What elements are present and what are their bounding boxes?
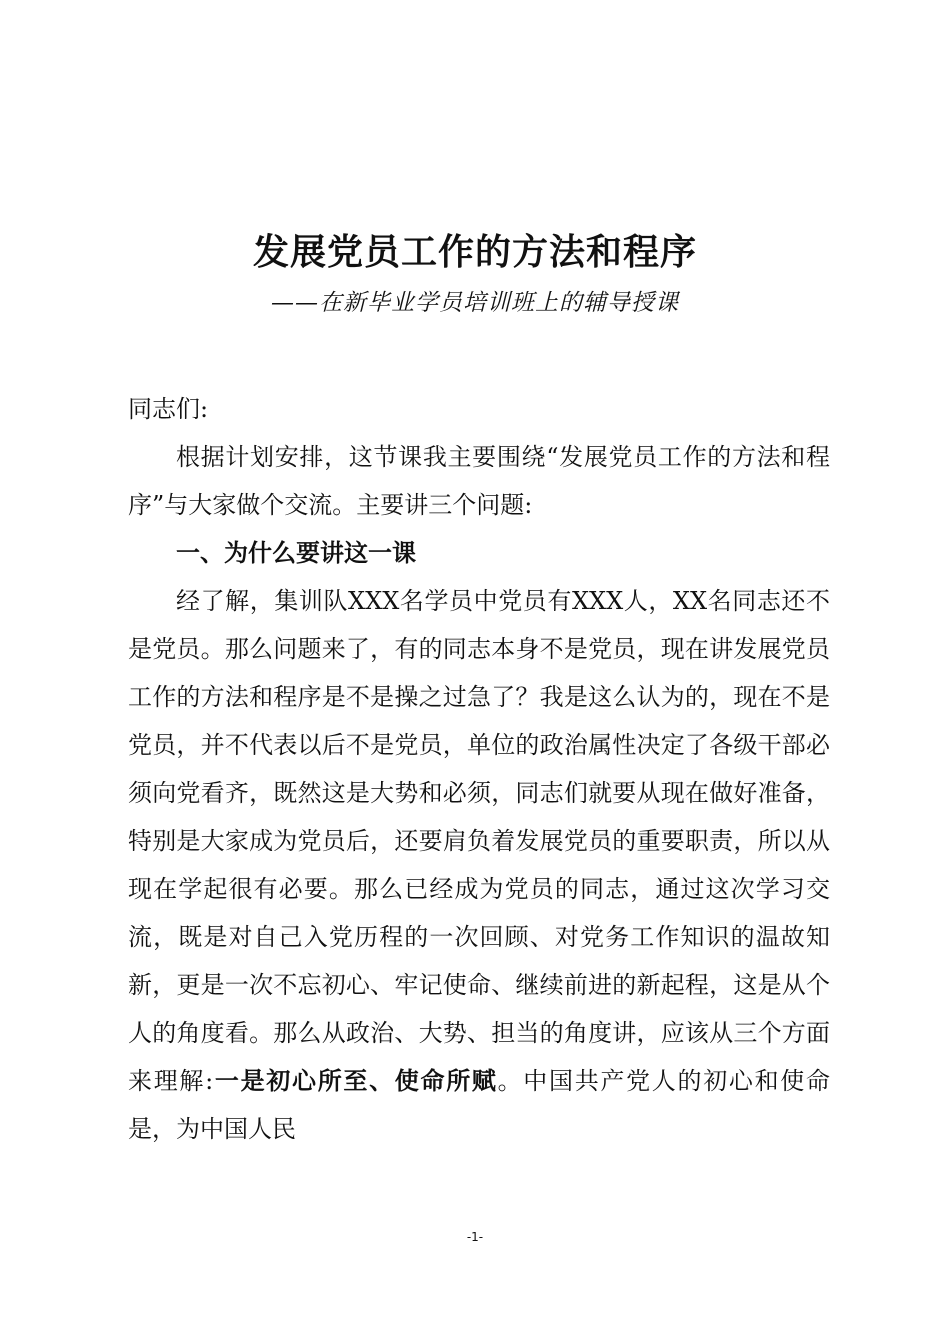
paragraph-bold-text: 一是初心所至、使命所赋 (213, 1066, 498, 1095)
section-1-paragraph (128, 577, 830, 1153)
paragraph-text: 经了解，集训队XXX名学员中党员有XXX人，XX名同志还不是党员。那么问题来了，有的同志本身不是党员，现在讲发展党员工作的方法和程序是不是操之过急了？我是这么认为的，现在不是党员，并不代表以后不是党员，单位的政治属性决定了各级干部必须向党看齐，既然这是大势和必须，同志们就要从现在做好准备，特别是大家成为党员后，还要肩负着发展党员的重要职责，所以从现在学起很有必要。那么已经成为党员的同志，通过这次学习交流，既是对自己入党历程的一次回顾、对党务工作知识的温故知新，更是一次不忘初心、牢记使命、继续前进的新起程，这是从个人的角度看。那么从政治、大势、担当的角度讲，应该从三个方面来理解: (128, 587, 830, 1095)
section-1-heading: 一、为什么要讲这一课 (176, 539, 416, 567)
page-number: -1- (466, 1230, 484, 1244)
document-subtitle: ——在新毕业学员培训班上的辅导授课 (271, 290, 679, 316)
document-title: 发展党员工作的方法和程序 (252, 231, 697, 273)
paragraph-text-continued: 。中国共产党人的初心和使命是，为中国人民 (128, 1067, 830, 1143)
salutation: 同志们: (128, 395, 209, 423)
intro-paragraph: 根据计划安排，这节课我主要围绕“发展党员工作的方法和程序”与大家做个交流。主要讲三个问题: (128, 443, 830, 519)
